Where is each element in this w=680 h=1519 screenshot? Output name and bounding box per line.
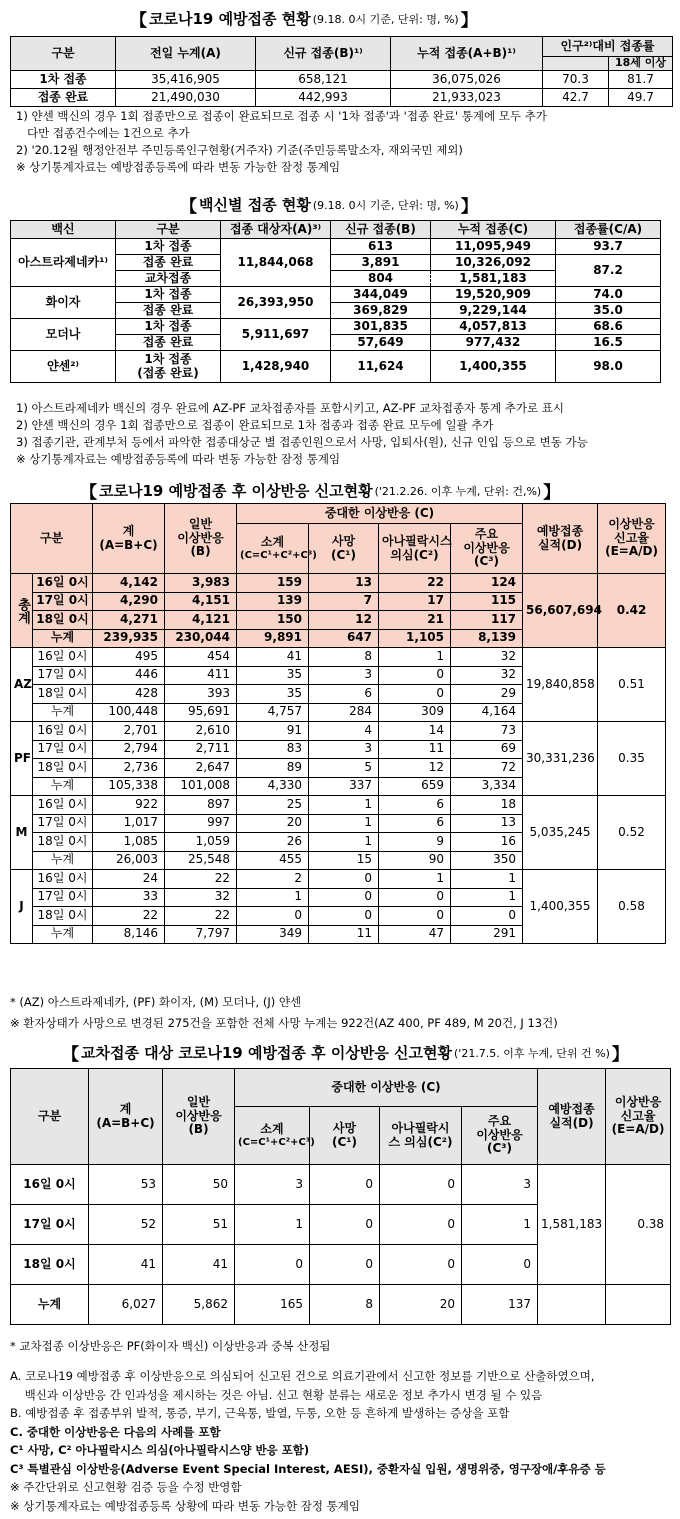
table-row: 접종 완료 3,891 10,326,092 87.2 (11, 255, 661, 271)
group-label: J (11, 870, 33, 944)
section4-title: 【 교차접종 대상 코로나19 예방접종 후 이상반응 신고현황 ('21.7.5. 이후 누계, 단위 건 %) 】 (62, 1044, 629, 1065)
group-label: PF (11, 722, 33, 796)
table-row: 18일 0시 41 41 0 0 0 0 (11, 1245, 671, 1285)
table-row: PF 16일 0시 2,701 2,610 91 4 14 73 30,331,236 0.35 (11, 722, 666, 741)
col-rate: 인구²⁾대비 접종률 (543, 37, 673, 57)
vaccine-by-type-table: 백신 구분 접종 대상자(A)³⁾ 신규 접종(B) 누적 접종(C) 접종률(C/A) 아스트라제네카¹⁾ 1차 접종 11,844,068 613 11,095,949 93.7 접종 완료 3,891 10,326,092 87.2 교차접종 804 1,581,183 화이자 1차 접종 26,393,950 344,049 19,520,909 74.0 접종 완료 369,829 9,229,144 35.0 모더나 1차 접종 5,911,697 301,835 4,057,813 68.6 접종 완료 57,649 977,432 16.5 얀센²⁾ 1차 접종 (접종 완료) 1,428,940 11,624 1,400,355 98.0 (10, 220, 661, 383)
table-row: M 16일 0시 922 897 25 1 6 18 5,035,245 0.52 (11, 796, 666, 815)
section1-notes: 1) 얀센 백신의 경우 1회 접종만으로 접종이 완료되므로 접종 시 '1차 접종'과 '접종 완료' 통계에 모두 추가 다만 접종건수에는 1건으로 추가 2) '20.12월 행정안전부 주민등록인구현황(거주자) 기준(주민등록말소자, 재외국민 제외) ※ 상기통계자료는 예방접종등록에 따라 변동 가능한 잠정 통계임 (16, 109, 547, 174)
table-row: 18일 0시 22 22 0 0 0 0 (11, 907, 666, 926)
section1-subtitle: (9.18. 0시 기준, 단위: 명, %) (312, 12, 459, 26)
table-row: 18일 0시 4,271 4,121 150 12 21 117 (11, 611, 666, 630)
table-row: 접종 완료 57,649 977,432 16.5 (11, 335, 661, 351)
col-cumulative: 누적 접종(A+B)¹⁾ (391, 37, 543, 71)
cross-vaccination-adverse-table: 구분 계 (A=B+C) 일반 이상반응 (B) 중대한 이상반응 (C) 예방접종 실적(D) 이상반응 신고율 (E=A/D) 소계 (C=C¹+C²+C³) 사망 (C¹) 아나필락시 스 의심(C²) 주요 이상반응 (C³) 16일 0시 53 50 3 0 0 3 1,581,183 0.38 17일 0시 52 51 1 0 0 1 18일 0시 41 41 0 0 0 0 누계 6,027 5,862 165 8 20 137 (10, 1068, 671, 1325)
group-label: AZ (11, 648, 33, 722)
section3-title: 【 코로나19 예방접종 후 이상반응 신고현황 ('21.2.26. 이후 누계, 단위: 건,%) 】 (80, 482, 561, 503)
table-row: 접종 완료 21,490,030 442,993 21,933,023 42.7 49.7 (11, 89, 673, 107)
table-row: 교차접종 804 1,581,183 (11, 271, 661, 287)
vaccination-status-table (10, 36, 673, 107)
table-row: 접종 완료 369,829 9,229,144 35.0 (11, 303, 661, 319)
adverse-events-table: 구분 계 (A=B+C) 일반 이상반응 (B) 중대한 이상반응 (C) 예방접종 실적(D) 이상반응 신고율 (E=A/D) 소계 (C=C¹+C²+C³) 사망 (C¹) 아나필락시스 의심(C²) 주요 이상반응 (C³) 총계 16일 0시 4,142 3,983 159 13 22 124 56,607,694 0.42 17일 0시 4,290 4,151 139 7 17 115 18일 0시 4,271 4,121 150 12 21 117 누계 239,935 230,044 9,891 647 1,105 8,139 AZ 16일 0시 495 454 41 8 1 32 19,840,858 0.51 17일 0시 446 411 35 3 0 32 18일 0시 428 393 35 6 0 29 누계 100,448 95,691 4,757 284 309 4,164 PF 16일 0시 2,701 2,610 91 4 14 73 30,331,236 0.35 17일 0시 2,794 2,711 83 3 11 69 18일 0시 2,736 2,647 89 5 12 72 누계 105,338 101,008 4,330 337 659 3,334 M 16일 0시 922 897 25 1 6 18 5,035,245 0.52 17일 0시 1,017 997 20 1 6 13 18일 0시 1,085 1,059 26 1 9 16 누계 26,003 25,548 455 15 90 350 J 16일 0시 24 22 2 0 1 1 1,400,355 0.58 17일 0시 33 32 1 0 0 1 18일 0시 22 22 0 0 0 0 누계 8,146 7,797 349 11 47 291 (10, 503, 666, 944)
table-row: 누계 8,146 7,797 349 11 47 291 (11, 925, 666, 944)
section3-subtitle: ('21.2.26. 이후 누계, 단위: 건,%) (374, 484, 542, 498)
col-adult: 18세 이상 (609, 57, 673, 71)
section2-title: 【 백신별 접종 현황 (9.18. 0시 기준, 단위: 명, %) 】 (180, 196, 478, 217)
section2-notes: 1) 아스트라제네카 백신의 경우 완료에 AZ-PF 교차접종자를 포함시키고, AZ-PF 교차접종자 통계 추가로 표시 2) 얀센 백신의 경우 1회 접종만으로 접종이 완료되므로 1차 접종과 접종 완료 모두에 일괄 추가 3) 접종기관, 관계부처 등에서 파악한 접종대상군 별 접종인원으로서 사망, 입퇴사(원), 신규 인입 등으로 변동 가능 ※ 상기통계자료는 예방접종등록에 따라 변동 가능한 잠정 통계임 (16, 401, 588, 466)
section2-heading: 백신별 접종 현황 (199, 196, 311, 214)
table-row: 누계 105,338 101,008 4,330 337 659 3,334 (11, 777, 666, 796)
table-row: 17일 0시 52 51 1 0 0 1 (11, 1205, 671, 1245)
table-row: 화이자 1차 접종 26,393,950 344,049 19,520,909 74.0 (11, 287, 661, 303)
col-new: 신규 접종(B)¹⁾ (256, 37, 391, 71)
table-row: 17일 0시 4,290 4,151 139 7 17 115 (11, 592, 666, 611)
table-row: 18일 0시 2,736 2,647 89 5 12 72 (11, 759, 666, 778)
table-row: 누계 26,003 25,548 455 15 90 350 (11, 851, 666, 870)
section4-heading: 교차접종 대상 코로나19 예방접종 후 이상반응 신고현황 (81, 1044, 452, 1062)
col-prev-total: 전일 누계(A) (116, 37, 256, 71)
table-row: 17일 0시 33 32 1 0 0 1 (11, 888, 666, 907)
footnotes: A. 코로나19 예방접종 후 이상반응으로 의심되어 신고된 건으로 의료기관에서 신고한 정보를 기반으로 산출하였으며, 백신과 이상반응 간 인과성을 제시하는 것은 아님. 신고 현황 분류는 새로운 정보 추가시 변경 될 수 있음 B. 예방접종 후 접종부위 발적, 통증, 부기, 근육통, 발열, 두통, 오한 등 흔하게 발생하는 증상을 포함 C. 중대한 이상반응은 다음의 사례를 포함 C¹ 사망, C² 아나필락시스 의심(아나필락시스양 반응 포함) C³ 특별관심 이상반응(Adverse Event Special Interest, AESI), 중환자실 입원, 생명위중, 영구장애/후유증 등 ※ 주간단위로 신고현황 검증 등을 수정 반영함 ※ 상기통계자료는 예방접종등록 상황에 따라 변동 가능한 잠정 통계임 (10, 1369, 606, 1513)
table-row: AZ 16일 0시 495 454 41 8 1 32 19,840,858 0.51 (11, 648, 666, 667)
table-row: J 16일 0시 24 22 2 0 1 1 1,400,355 0.58 (11, 870, 666, 889)
table-row: 누계 239,935 230,044 9,891 647 1,105 8,139 (11, 629, 666, 648)
table-row: 17일 0시 1,017 997 20 1 6 13 (11, 814, 666, 833)
section3-heading: 코로나19 예방접종 후 이상반응 신고현황 (99, 482, 373, 500)
table-row: 18일 0시 428 393 35 6 0 29 (11, 685, 666, 704)
table-row: 17일 0시 446 411 35 3 0 32 (11, 666, 666, 685)
table-row: 모더나 1차 접종 5,911,697 301,835 4,057,813 68.6 (11, 319, 661, 335)
table-row: 얀센²⁾ 1차 접종 (접종 완료) 1,428,940 11,624 1,400,355 98.0 (11, 351, 661, 383)
table-row: 17일 0시 2,794 2,711 83 3 11 69 (11, 740, 666, 759)
group-label: M (11, 796, 33, 870)
table-row: 16일 0시 53 50 3 0 0 3 1,581,183 0.38 (11, 1165, 671, 1205)
table-row: 총계 16일 0시 4,142 3,983 159 13 22 124 56,607,694 0.42 (11, 574, 666, 593)
table-row: 누계 100,448 95,691 4,757 284 309 4,164 (11, 703, 666, 722)
group-label: 총계 (11, 574, 33, 648)
section1-heading: 코로나19 예방접종 현황 (149, 10, 311, 28)
section4-subtitle: ('21.7.5. 이후 누계, 단위 건 %) (454, 1046, 610, 1060)
section4-note: * 교차접종 이상반응은 PF(화이자 백신) 이상반응과 중복 산정됨 (10, 1339, 331, 1353)
table-row: 누계 6,027 5,862 165 8 20 137 (11, 1285, 671, 1325)
table-row: 18일 0시 1,085 1,059 26 1 9 16 (11, 833, 666, 852)
table-row: 아스트라제네카¹⁾ 1차 접종 11,844,068 613 11,095,949 93.7 (11, 239, 661, 255)
col-gubun: 구분 (11, 37, 116, 71)
section2-subtitle: (9.18. 0시 기준, 단위: 명, %) (312, 198, 459, 212)
section1-title: 【 코로나19 예방접종 현황 (9.18. 0시 기준, 단위: 명, %) 】 (130, 10, 478, 31)
section3-notes: * (AZ) 아스트라제네카, (PF) 화이자, (M) 모더나, (J) 얀센 ※ 환자상태가 사망으로 변경된 275건을 포함한 전체 사망 누계는 922건(AZ 400, PF 489, M 20건, J 13건) (10, 995, 558, 1030)
table-row: 1차 접종 35,416,905 658,121 36,075,026 70.3 81.7 (11, 71, 673, 89)
